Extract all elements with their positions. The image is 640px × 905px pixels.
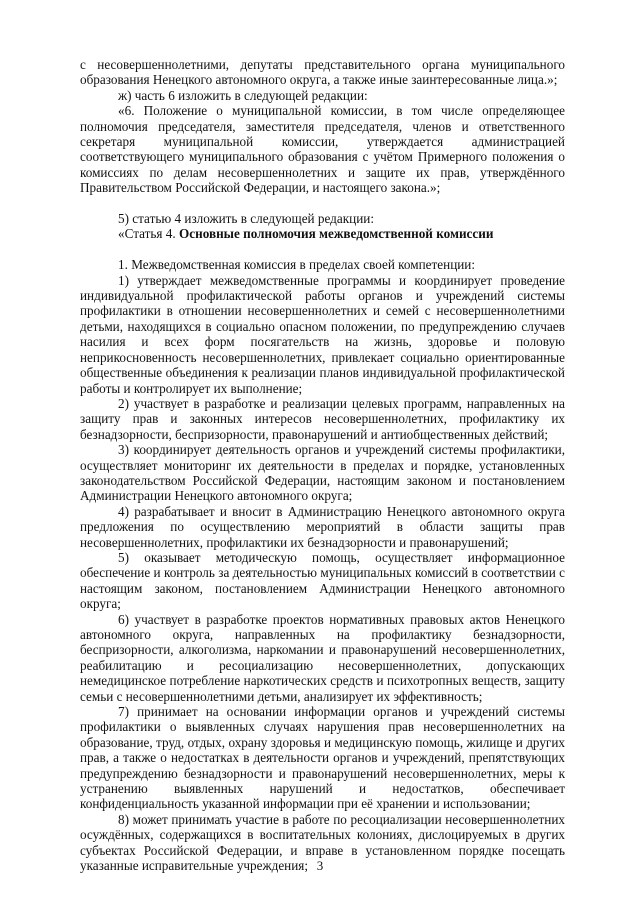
spacer [80, 196, 565, 211]
document-page [80, 57, 565, 874]
paragraph-continuation: с несовершеннолетними, депутаты представительного органа муниципального образования Ненецкого автономного округа, а также иные заинтересованные лица.»; [80, 57, 565, 88]
subitem-7: 7) принимает на основании информации органов и учреждений системы профилактики о выявленных случаях нарушения прав несовершеннолетних на образование, труд, отдых, охрану здоровья и медицинскую помощь, жилище и других прав, а также о недостатках в деятельности органов и учреждений, препятствующих предупреждению безнадзорности и правонарушений несовершеннолетних, меры к устранению выявленных нарушений и недостатков, обеспечивает конфиденциальность указанной информации при её хранении и использовании; [80, 704, 565, 812]
article-title: Основные полномочия межведомственной комиссии [178, 226, 494, 242]
page-number: 3 [316, 858, 324, 873]
article-prefix: «Статья 4. [118, 226, 179, 242]
paragraph-item-zh: ж) часть 6 изложить в следующей редакции: [118, 87, 368, 103]
subitem-8: 8) может принимать участие в работе по ресоциализации несовершеннолетних осуждённых, содержащихся в воспитательных колониях, дислоцируемых в других субъектах Российской Федерации, и вправе в установленном порядке посещать указанные исправительные учреждения; [80, 811, 565, 874]
subitem-2: 2) участвует в разработке и реализации целевых программ, направленных на защиту прав и законных интересов несовершеннолетних, профилактику их безнадзорности, беспризорности, правонарушений и антиобщественных действий; [80, 395, 565, 442]
spacer [80, 242, 565, 257]
subitem-1: 1) утверждает межведомственные программы и координирует проведение индивидуальной профилактической работы органов и учреждений системы профилактики в отношении несовершеннолетних и семей с несовершеннолетними детьми, находящихся в социально опасном положении, по предупреждению случаев насилия и всех форм посягательств на жизнь, здоровье и половую неприкосновенность несовершеннолетних, привлекает социально ориентированные общественные объединения к реализации планов индивидуальной профилактической работы и контролирует их выполнение; [80, 272, 565, 396]
article-heading [80, 226, 565, 241]
paragraph-part-6: «6. Положение о муниципальной комиссии, в том числе определяющее полномочия председателя, заместителя председателя, членов и ответственного секретаря муниципальной комиссии, утверждается администрацией соответствующего муниципального образования с учётом Примерного положения о комиссиях по делам несовершеннолетних и защите их прав, утверждённого Правительством Российской Федерации, и настоящего закона.»; [80, 103, 565, 196]
subitem-3: 3) координирует деятельность органов и учреждений системы профилактики, осуществляет мониторинг их деятельности в пределах и порядке, установленных законодательством Российской Федерации, настоящим законом и постановлением Администрации Ненецкого автономного округа; [80, 442, 565, 504]
subitem-6: 6) участвует в разработке проектов нормативных правовых актов Ненецкого автономного округа, направленных на профилактику безнадзорности, беспризорности, алкоголизма, наркомании и правонарушений несовершеннолетних, реабилитацию и ресоциализацию несовершеннолетних, допускающих немедицинское потребление наркотических средств и психотропных веществ, защиту семьи с несовершеннолетними детьми, анализирует их эффективность; [80, 611, 565, 704]
subitem-5: 5) оказывает методическую помощь, осуществляет информационное обеспечение и контроль за деятельностью муниципальных комиссий в соответствии с настоящим законом, постановлением Администрации Ненецкого автономного округа; [80, 549, 565, 612]
paragraph-part-1: 1. Межведомственная комиссия в пределах своей компетенции: [118, 257, 476, 273]
subitem-4: 4) разрабатывает и вносит в Администрацию Ненецкого автономного округа предложения по осуществлению мероприятий в области защиты прав несовершеннолетних, профилактики их безнадзорности и правонарушений; [80, 503, 565, 550]
paragraph-item-5: 5) статью 4 изложить в следующей редакции: [118, 211, 374, 227]
